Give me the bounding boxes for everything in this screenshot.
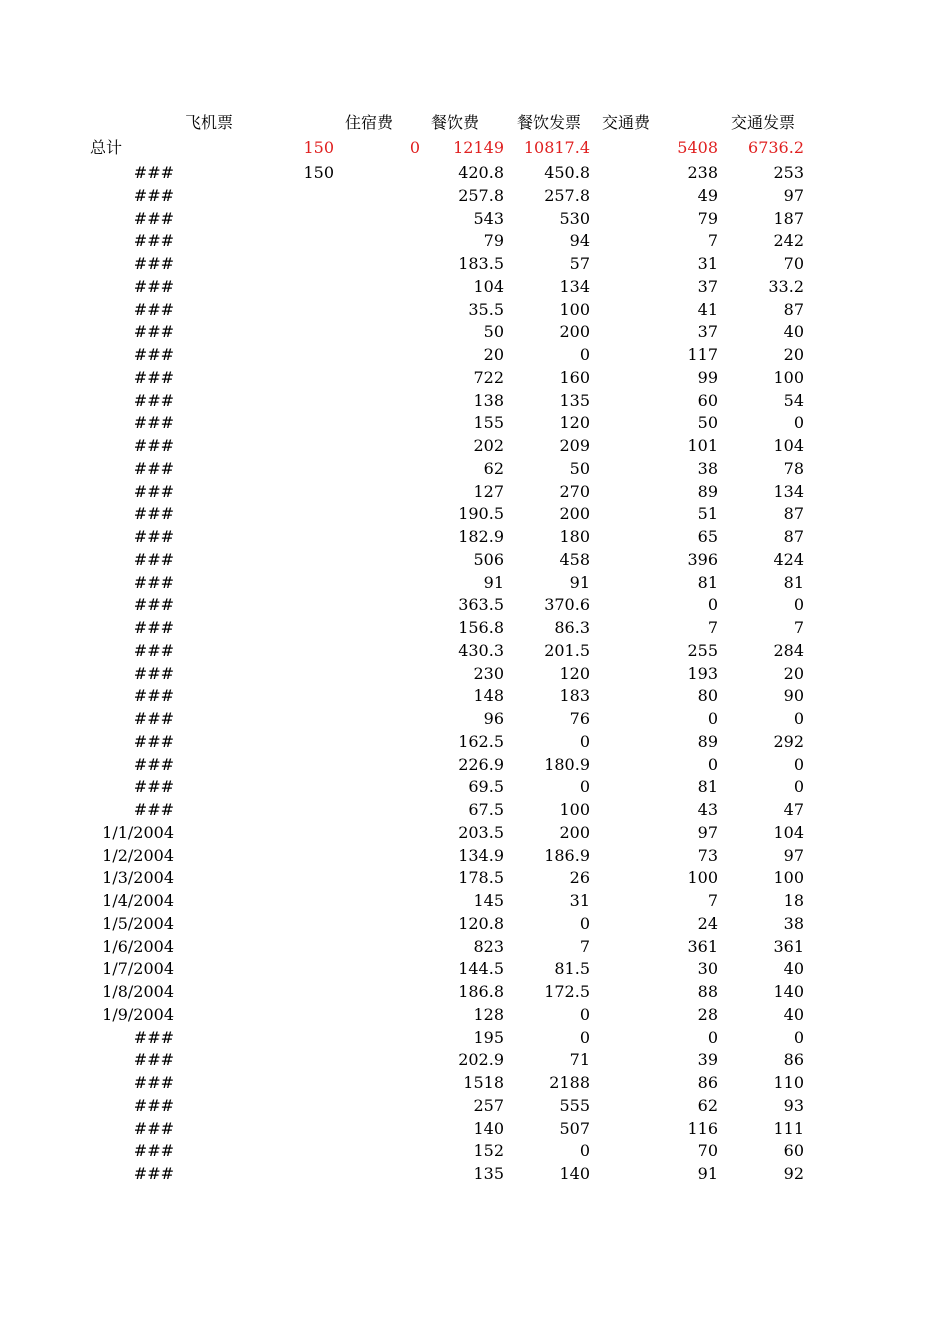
row-meal-invoice: 76 — [569, 709, 590, 728]
row-meals: 91 — [483, 573, 504, 592]
row-transport: 38 — [697, 459, 718, 478]
row-date: ### — [133, 1050, 174, 1069]
row-meal-invoice: 200 — [559, 504, 590, 523]
row-date: ### — [133, 345, 174, 364]
row-meal-invoice: 200 — [559, 322, 590, 341]
row-meals: 226.9 — [458, 755, 504, 774]
row-meal-invoice: 31 — [569, 891, 590, 910]
row-meal-invoice: 186.9 — [544, 846, 590, 865]
row-transport: 86 — [697, 1073, 718, 1092]
row-meals: 69.5 — [468, 777, 504, 796]
header-transport: 交通费 — [601, 113, 650, 132]
row-transport-invoice: 86 — [783, 1050, 804, 1069]
row-date: ### — [133, 436, 174, 455]
row-meal-invoice: 81.5 — [554, 959, 590, 978]
row-transport-invoice: 20 — [783, 345, 804, 364]
row-date: ### — [133, 277, 174, 296]
row-transport: 0 — [707, 1028, 718, 1047]
row-transport-invoice: 92 — [783, 1164, 804, 1183]
row-meal-invoice: 0 — [579, 732, 590, 751]
row-meal-invoice: 172.5 — [544, 982, 590, 1001]
row-date: ### — [133, 254, 174, 273]
row-meal-invoice: 57 — [569, 254, 590, 273]
row-transport: 81 — [697, 777, 718, 796]
row-date: ### — [133, 1141, 174, 1160]
row-transport-invoice: 361 — [773, 937, 804, 956]
row-meals: 67.5 — [468, 800, 504, 819]
row-transport-invoice: 38 — [783, 914, 804, 933]
row-date: ### — [133, 1164, 174, 1183]
row-meal-invoice: 530 — [559, 209, 590, 228]
row-meal-invoice: 180.9 — [544, 755, 590, 774]
row-meals: 127 — [473, 482, 504, 501]
row-meals: 155 — [473, 413, 504, 432]
row-transport-invoice: 242 — [773, 231, 804, 250]
row-meal-invoice: 257.8 — [544, 186, 590, 205]
row-meals: 162.5 — [458, 732, 504, 751]
row-transport: 101 — [687, 436, 718, 455]
row-transport-invoice: 18 — [783, 891, 804, 910]
row-meal-invoice: 94 — [569, 231, 590, 250]
row-date: ### — [133, 1073, 174, 1092]
row-meals: 543 — [473, 209, 504, 228]
row-meal-invoice: 120 — [559, 664, 590, 683]
row-date: ### — [133, 368, 174, 387]
row-transport: 116 — [687, 1119, 718, 1138]
row-transport: 81 — [697, 573, 718, 592]
header-lodging: 住宿费 — [344, 113, 393, 132]
row-transport-invoice: 87 — [783, 300, 804, 319]
row-transport: 255 — [687, 641, 718, 660]
row-date: ### — [133, 300, 174, 319]
total-transport-invoice: 6736.2 — [748, 138, 804, 157]
row-transport-invoice: 54 — [783, 391, 804, 410]
row-meal-invoice: 140 — [559, 1164, 590, 1183]
row-date: ### — [133, 1028, 174, 1047]
row-meals: 823 — [473, 937, 504, 956]
row-transport-invoice: 0 — [793, 777, 804, 796]
row-meal-invoice: 2188 — [549, 1073, 590, 1092]
row-transport: 70 — [697, 1141, 718, 1160]
row-meal-invoice: 458 — [559, 550, 590, 569]
row-transport: 51 — [697, 504, 718, 523]
row-meal-invoice: 120 — [559, 413, 590, 432]
row-meals: 186.8 — [458, 982, 504, 1001]
row-meals: 156.8 — [458, 618, 504, 637]
row-airfare: 150 — [303, 163, 334, 182]
row-meals: 134.9 — [458, 846, 504, 865]
row-date: 1/3/2004 — [102, 868, 174, 887]
row-transport-invoice: 0 — [793, 413, 804, 432]
total-lodging: 0 — [409, 138, 420, 157]
row-meals: 148 — [473, 686, 504, 705]
row-transport-invoice: 90 — [783, 686, 804, 705]
row-date: ### — [133, 186, 174, 205]
row-transport: 0 — [707, 709, 718, 728]
row-date: ### — [133, 686, 174, 705]
row-transport: 31 — [697, 254, 718, 273]
row-transport-invoice: 60 — [783, 1141, 804, 1160]
row-transport: 396 — [687, 550, 718, 569]
row-transport: 65 — [697, 527, 718, 546]
row-meals: 190.5 — [458, 504, 504, 523]
row-date: 1/4/2004 — [102, 891, 174, 910]
row-transport-invoice: 111 — [773, 1119, 804, 1138]
row-meal-invoice: 134 — [559, 277, 590, 296]
row-transport-invoice: 97 — [783, 846, 804, 865]
row-transport-invoice: 292 — [773, 732, 804, 751]
row-date: ### — [133, 755, 174, 774]
row-transport: 28 — [697, 1005, 718, 1024]
row-meal-invoice: 270 — [559, 482, 590, 501]
row-transport-invoice: 40 — [783, 322, 804, 341]
row-meals: 96 — [483, 709, 504, 728]
row-meals: 420.8 — [458, 163, 504, 182]
row-transport: 100 — [687, 868, 718, 887]
row-transport: 7 — [707, 891, 718, 910]
row-transport: 238 — [687, 163, 718, 182]
row-date: 1/2/2004 — [102, 846, 174, 865]
row-meal-invoice: 507 — [559, 1119, 590, 1138]
row-date: ### — [133, 595, 174, 614]
row-meal-invoice: 370.6 — [544, 595, 590, 614]
row-transport: 43 — [697, 800, 718, 819]
row-meals: 144.5 — [458, 959, 504, 978]
row-meals: 20 — [483, 345, 504, 364]
row-date: 1/8/2004 — [102, 982, 174, 1001]
row-meal-invoice: 0 — [579, 1141, 590, 1160]
row-transport-invoice: 0 — [793, 595, 804, 614]
row-transport-invoice: 70 — [783, 254, 804, 273]
row-date: 1/7/2004 — [102, 959, 174, 978]
row-transport: 62 — [697, 1096, 718, 1115]
row-meals: 506 — [473, 550, 504, 569]
row-transport-invoice: 78 — [783, 459, 804, 478]
row-date: 1/1/2004 — [102, 823, 174, 842]
row-meals: 257.8 — [458, 186, 504, 205]
row-transport-invoice: 187 — [773, 209, 804, 228]
row-meal-invoice: 50 — [569, 459, 590, 478]
row-date: ### — [133, 504, 174, 523]
row-transport-invoice: 100 — [773, 368, 804, 387]
row-transport-invoice: 134 — [773, 482, 804, 501]
row-transport: 73 — [697, 846, 718, 865]
row-transport-invoice: 0 — [793, 1028, 804, 1047]
row-meal-invoice: 26 — [569, 868, 590, 887]
row-transport: 7 — [707, 231, 718, 250]
row-transport-invoice: 0 — [793, 709, 804, 728]
row-transport: 89 — [697, 732, 718, 751]
row-transport-invoice: 40 — [783, 959, 804, 978]
row-meals: 183.5 — [458, 254, 504, 273]
total-label: 总计 — [90, 138, 123, 157]
row-transport: 7 — [707, 618, 718, 637]
row-meals: 1518 — [463, 1073, 504, 1092]
row-meals: 35.5 — [468, 300, 504, 319]
row-transport-invoice: 7 — [793, 618, 804, 637]
row-meal-invoice: 100 — [559, 300, 590, 319]
row-meals: 50 — [483, 322, 504, 341]
row-transport: 361 — [687, 937, 718, 956]
row-transport: 41 — [697, 300, 718, 319]
row-meals: 195 — [473, 1028, 504, 1047]
total-meal-invoice: 10817.4 — [523, 138, 590, 157]
row-meals: 152 — [473, 1141, 504, 1160]
row-meal-invoice: 86.3 — [554, 618, 590, 637]
row-meal-invoice: 555 — [559, 1096, 590, 1115]
row-transport-invoice: 93 — [783, 1096, 804, 1115]
row-transport: 91 — [697, 1164, 718, 1183]
row-transport: 117 — [687, 345, 718, 364]
row-meal-invoice: 201.5 — [544, 641, 590, 660]
row-transport-invoice: 104 — [773, 823, 804, 842]
row-transport-invoice: 87 — [783, 504, 804, 523]
row-meal-invoice: 71 — [569, 1050, 590, 1069]
row-transport-invoice: 140 — [773, 982, 804, 1001]
row-meals: 178.5 — [458, 868, 504, 887]
row-transport: 37 — [697, 322, 718, 341]
row-date: ### — [133, 550, 174, 569]
total-meals: 12149 — [453, 138, 504, 157]
row-transport: 37 — [697, 277, 718, 296]
row-date: ### — [133, 709, 174, 728]
row-meals: 202.9 — [458, 1050, 504, 1069]
row-meals: 120.8 — [458, 914, 504, 933]
row-transport-invoice: 47 — [783, 800, 804, 819]
row-meal-invoice: 0 — [579, 777, 590, 796]
row-meals: 62 — [483, 459, 504, 478]
row-transport: 193 — [687, 664, 718, 683]
row-date: ### — [133, 231, 174, 250]
row-transport: 99 — [697, 368, 718, 387]
row-date: ### — [133, 573, 174, 592]
row-meals: 257 — [473, 1096, 504, 1115]
row-date: ### — [133, 1096, 174, 1115]
row-transport-invoice: 104 — [773, 436, 804, 455]
header-meal-invoice: 餐饮发票 — [516, 113, 581, 132]
row-transport: 30 — [697, 959, 718, 978]
row-transport-invoice: 33.2 — [768, 277, 804, 296]
row-transport: 39 — [697, 1050, 718, 1069]
row-transport-invoice: 284 — [773, 641, 804, 660]
row-transport: 60 — [697, 391, 718, 410]
row-meals: 128 — [473, 1005, 504, 1024]
row-meal-invoice: 0 — [579, 345, 590, 364]
row-date: ### — [133, 322, 174, 341]
row-date: ### — [133, 800, 174, 819]
row-transport: 24 — [697, 914, 718, 933]
header-airfare: 飞机票 — [184, 113, 233, 132]
row-transport-invoice: 424 — [773, 550, 804, 569]
row-transport: 50 — [697, 413, 718, 432]
row-meal-invoice: 7 — [579, 937, 590, 956]
row-transport-invoice: 0 — [793, 755, 804, 774]
row-meals: 230 — [473, 664, 504, 683]
row-meal-invoice: 0 — [579, 1005, 590, 1024]
row-date: ### — [133, 482, 174, 501]
row-meals: 140 — [473, 1119, 504, 1138]
row-transport: 0 — [707, 755, 718, 774]
row-meals: 203.5 — [458, 823, 504, 842]
row-meals: 79 — [483, 231, 504, 250]
row-transport: 79 — [697, 209, 718, 228]
row-transport: 88 — [697, 982, 718, 1001]
row-date: ### — [133, 391, 174, 410]
row-date: ### — [133, 618, 174, 637]
row-meal-invoice: 135 — [559, 391, 590, 410]
row-transport-invoice: 40 — [783, 1005, 804, 1024]
row-meal-invoice: 183 — [559, 686, 590, 705]
row-date: 1/5/2004 — [102, 914, 174, 933]
row-date: ### — [133, 777, 174, 796]
row-transport: 97 — [697, 823, 718, 842]
row-date: ### — [133, 641, 174, 660]
row-date: ### — [133, 413, 174, 432]
row-meals: 138 — [473, 391, 504, 410]
total-transport: 5408 — [677, 138, 718, 157]
row-transport: 0 — [707, 595, 718, 614]
row-meals: 104 — [473, 277, 504, 296]
row-meals: 202 — [473, 436, 504, 455]
row-meal-invoice: 100 — [559, 800, 590, 819]
row-date: 1/9/2004 — [102, 1005, 174, 1024]
row-transport-invoice: 81 — [783, 573, 804, 592]
row-meals: 363.5 — [458, 595, 504, 614]
row-transport-invoice: 253 — [773, 163, 804, 182]
total-airfare: 150 — [303, 138, 334, 157]
row-meal-invoice: 0 — [579, 914, 590, 933]
row-transport: 49 — [697, 186, 718, 205]
row-meal-invoice: 0 — [579, 1028, 590, 1047]
row-date: ### — [133, 1119, 174, 1138]
row-date: 1/6/2004 — [102, 937, 174, 956]
header-transport-invoice: 交通发票 — [730, 113, 795, 132]
row-meal-invoice: 450.8 — [544, 163, 590, 182]
row-meal-invoice: 200 — [559, 823, 590, 842]
row-date: ### — [133, 163, 174, 182]
row-date: ### — [133, 732, 174, 751]
row-date: ### — [133, 664, 174, 683]
row-meal-invoice: 91 — [569, 573, 590, 592]
row-meal-invoice: 180 — [559, 527, 590, 546]
row-transport-invoice: 110 — [773, 1073, 804, 1092]
row-meal-invoice: 209 — [559, 436, 590, 455]
row-transport-invoice: 100 — [773, 868, 804, 887]
row-meals: 430.3 — [458, 641, 504, 660]
row-transport-invoice: 87 — [783, 527, 804, 546]
row-transport: 89 — [697, 482, 718, 501]
row-meals: 135 — [473, 1164, 504, 1183]
row-date: ### — [133, 527, 174, 546]
row-meals: 145 — [473, 891, 504, 910]
row-meals: 182.9 — [458, 527, 504, 546]
header-meals: 餐饮费 — [430, 113, 479, 132]
row-date: ### — [133, 209, 174, 228]
row-transport: 80 — [697, 686, 718, 705]
row-transport-invoice: 20 — [783, 664, 804, 683]
row-date: ### — [133, 459, 174, 478]
row-meal-invoice: 160 — [559, 368, 590, 387]
row-transport-invoice: 97 — [783, 186, 804, 205]
row-meals: 722 — [473, 368, 504, 387]
